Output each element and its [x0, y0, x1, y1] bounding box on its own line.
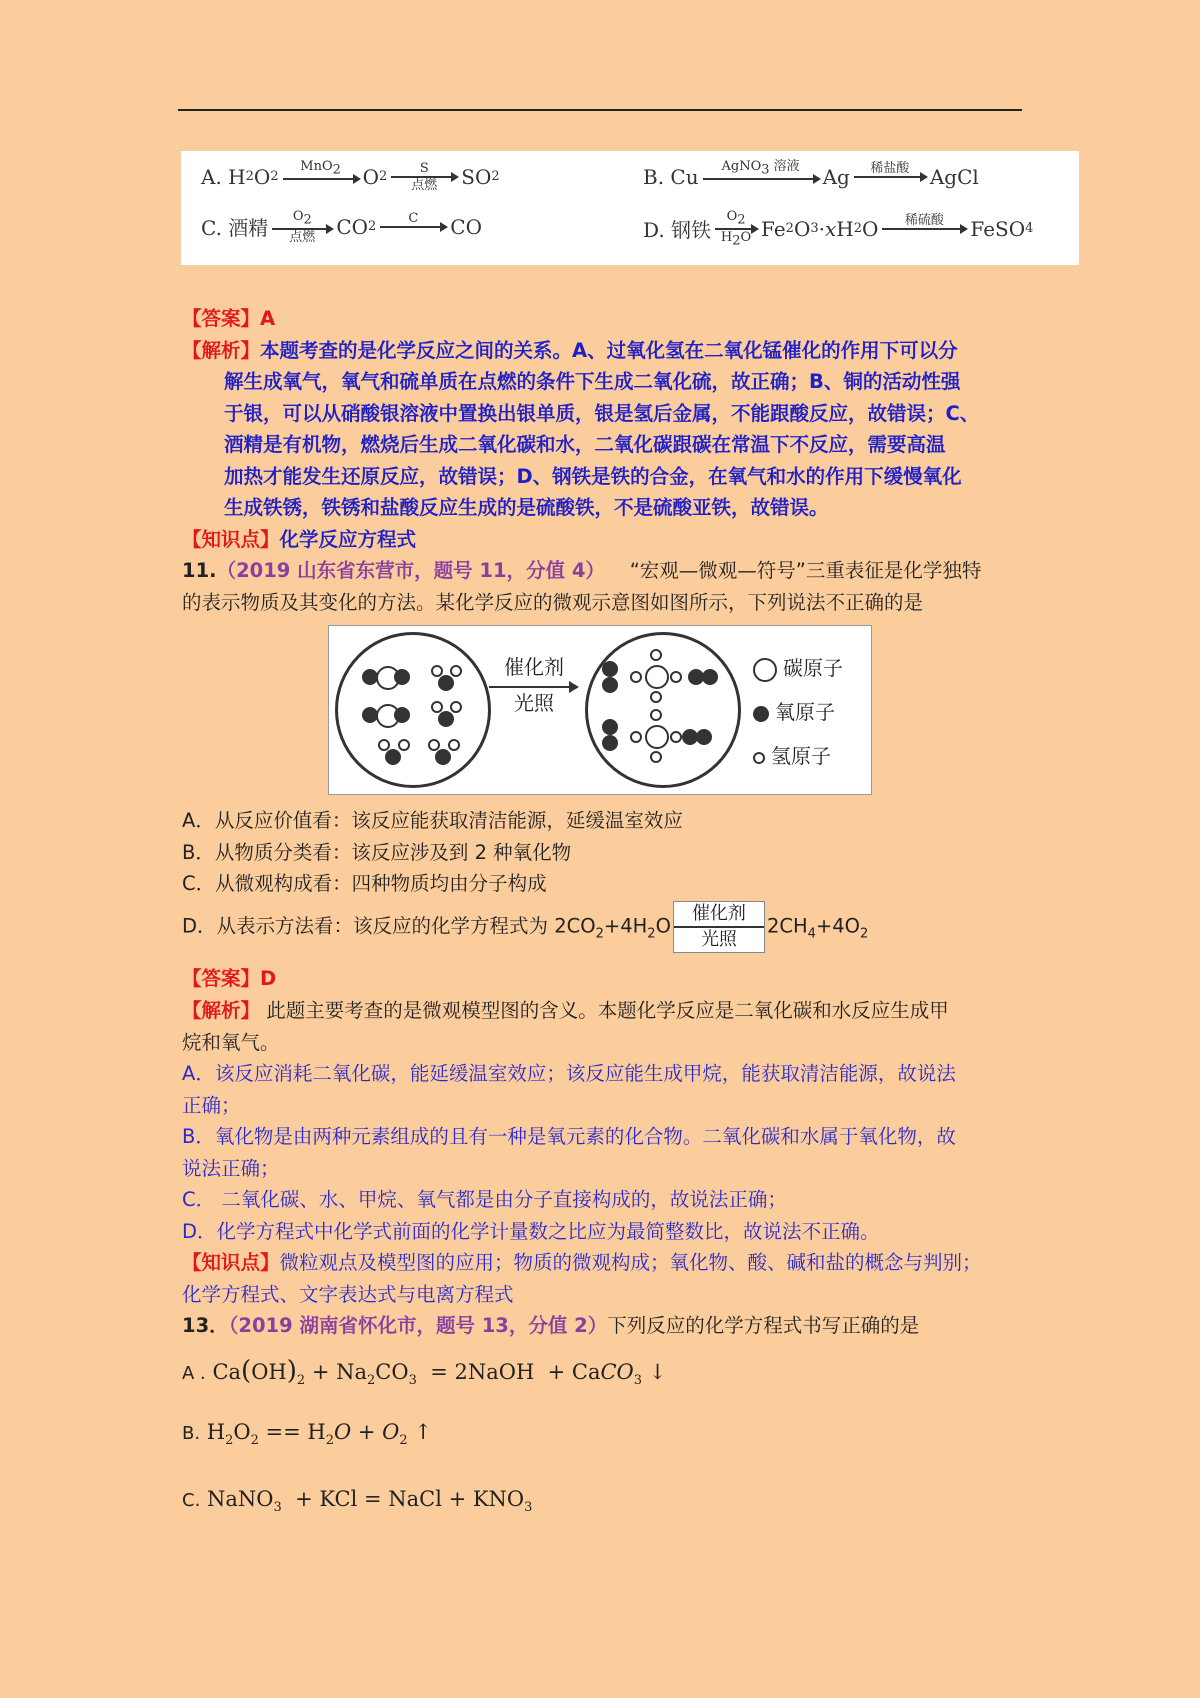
q11-point: C． 二氧化碳、水、甲烷、氧气都是由分子直接构成的，故说法正确； [182, 1188, 787, 1211]
hydrogen-atom [650, 691, 662, 703]
option-c-equation: C. 酒精 $O_2$ 点燃 CO 2 C CO [201, 209, 482, 245]
q10-analysis-line: 生成铁锈，铁锈和盐酸反应生成的是硫酸铁，不是硫酸亚铁，故错误。 [224, 496, 829, 519]
carbon-atom-icon [753, 658, 777, 682]
hydrogen-atom [650, 709, 662, 721]
carbon-atom [645, 665, 669, 689]
arrow: C [380, 211, 446, 243]
q11-point: A．该反应消耗二氧化碳，能延缓温室效应；该反应能生成甲烷，能获取清洁能源，故说法 [182, 1062, 956, 1085]
header-rule [178, 109, 1022, 111]
oxygen-atom [602, 661, 618, 677]
oxygen-atom [438, 711, 454, 727]
q10-analysis-line: 解生成氧气，氧气和硫单质在点燃的条件下生成二氧化硫，故正确；B、铜的活动性强 [224, 370, 961, 393]
q13-option-b: B. $H_2O_2 == H_2O + O_2$ ↑ [182, 1420, 432, 1449]
arrow: MnO$_2$ [283, 159, 359, 195]
oxygen-atom [602, 735, 618, 751]
q10-answer: 【答案】A [182, 307, 276, 330]
hydrogen-atom [398, 739, 410, 751]
oxygen-atom [394, 669, 410, 685]
q11-option-d: D．从表示方法看：该反应的化学方程式为 $2CO_2+4H_2O$ 催化剂 光照 $2CH_4+4O_2$ [182, 901, 868, 953]
q11-knowledge-point-line2: 化学方程式、文字表达式与电离方程式 [182, 1282, 514, 1306]
catalyst-label: 催化剂 [504, 655, 564, 679]
q11-point: 正确； [182, 1093, 241, 1117]
oxygen-atom [702, 669, 718, 685]
q11-stem: 11.（2019 山东省东营市，题号 11，分值 4） “宏观—微观—符号”三重表征是化学独特 [182, 559, 982, 582]
reaction-arrow [489, 686, 577, 688]
legend-oxygen: 氧原子 [753, 700, 835, 724]
legend-carbon: 碳原子 [753, 656, 843, 682]
option-d-equation: D. 钢铁 $O_2$ $H_2O$ Fe 2 O 3 · x H 2 O 稀硫酸 FeSO 4 [643, 209, 1034, 249]
micro-reaction-diagram [328, 625, 872, 795]
oxygen-atom [394, 707, 410, 723]
oxygen-atom [385, 749, 401, 765]
oxygen-atom [435, 749, 451, 765]
arrow: 稀硫酸 [882, 213, 966, 245]
legend-hydrogen: 氢原子 [753, 744, 831, 768]
oxygen-atom-icon [753, 706, 769, 722]
q11-analysis-line2: 烷和氧气。 [182, 1030, 280, 1054]
hydrogen-atom [670, 671, 682, 683]
catalyst-condition-box: 催化剂 光照 [673, 901, 765, 953]
q11-stem-line2: 的表示物质及其变化的方法。某化学反应的微观示意图如图所示，下列说法不正确的是 [182, 590, 924, 614]
condition-label: 光照 [514, 691, 554, 715]
q13-stem: 13．（2019 湖南省怀化市，题号 13，分值 2）下列反应的化学方程式书写正确的是 [182, 1314, 920, 1337]
hydrogen-atom [670, 731, 682, 743]
q11-option-a: A．从反应价值看：该反应能获取清洁能源，延缓温室效应 [182, 809, 683, 832]
q11-point: B．氧化物是由两种元素组成的且有一种是氧元素的化合物。二氧化碳和水属于氧化物，故 [182, 1125, 956, 1148]
arrow: AgNO$_3$ 溶液 [703, 159, 819, 195]
hydrogen-atom [450, 665, 462, 677]
option-b-equation: B. Cu AgNO$_3$ 溶液 Ag 稀盐酸 AgCl [643, 159, 979, 195]
arrow: S 点燃 [391, 161, 457, 193]
reaction-figure [181, 151, 1079, 265]
q11-point: D．化学方程式中化学式前面的化学计量数之比应为最简整数比，故说法不正确。 [182, 1219, 880, 1243]
q11-option-c: C．从微观构成看：四种物质均由分子构成 [182, 872, 547, 895]
q10-knowledge-point: 【知识点】化学反应方程式 [182, 527, 417, 551]
arrow: $O_2$ $H_2O$ [715, 209, 757, 248]
q11-answer: 【答案】D [182, 967, 277, 990]
q11-analysis: 【解析】 此题主要考查的是微观模型图的含义。本题化学反应是二氧化碳和水反应生成甲 [182, 999, 949, 1022]
hydrogen-atom-icon [753, 752, 765, 764]
q10-analysis-first: 【解析】本题考查的是化学反应之间的关系。A、过氧化氢在二氧化锰催化的作用下可以分 [182, 339, 958, 362]
q11-point: 说法正确； [182, 1156, 280, 1180]
reactant-circle [335, 632, 491, 788]
q11-knowledge-point: 【知识点】微粒观点及模型图的应用；物质的微观构成；氧化物、酸、碱和盐的概念与判别； [182, 1251, 982, 1274]
carbon-atom [645, 725, 669, 749]
q13-option-a: A . $Ca(OH)_2 + Na_2CO_3$ = 2NaOH + CaCO$_3$ ↓ [182, 1356, 667, 1389]
option-a-equation: A. H 2 O 2 MnO$_2$ O 2 S 点燃 SO 2 [201, 159, 500, 193]
q10-analysis-line: 于银，可以从硝酸银溶液中置换出银单质，银是氢后金属，不能跟酸反应，故错误；C、 [224, 401, 980, 425]
q10-analysis-line: 加热才能发生还原反应，故错误；D、钢铁是铁的合金，在氧气和水的作用下缓慢氧化 [224, 464, 962, 488]
hydrogen-atom [630, 671, 642, 683]
q13-option-c: C. NaNO$_3$ + KCl = NaCl + $KNO_3$ [182, 1487, 533, 1516]
hydrogen-atom [650, 751, 662, 763]
oxygen-atom [602, 677, 618, 693]
oxygen-atom [602, 719, 618, 735]
arrow: $O_2$ 点燃 [272, 209, 332, 245]
hydrogen-atom [448, 739, 460, 751]
oxygen-atom [696, 729, 712, 745]
oxygen-atom [438, 675, 454, 691]
hydrogen-atom [650, 649, 662, 661]
arrow: 稀盐酸 [854, 161, 926, 193]
hydrogen-atom [630, 731, 642, 743]
hydrogen-atom [450, 701, 462, 713]
product-circle [585, 632, 741, 788]
q10-analysis-line: 酒精是有机物，燃烧后生成二氧化碳和水，二氧化碳跟碳在常温下不反应，需要高温 [224, 433, 946, 456]
q11-option-b: B．从物质分类看：该反应涉及到 2 种氧化物 [182, 841, 572, 864]
